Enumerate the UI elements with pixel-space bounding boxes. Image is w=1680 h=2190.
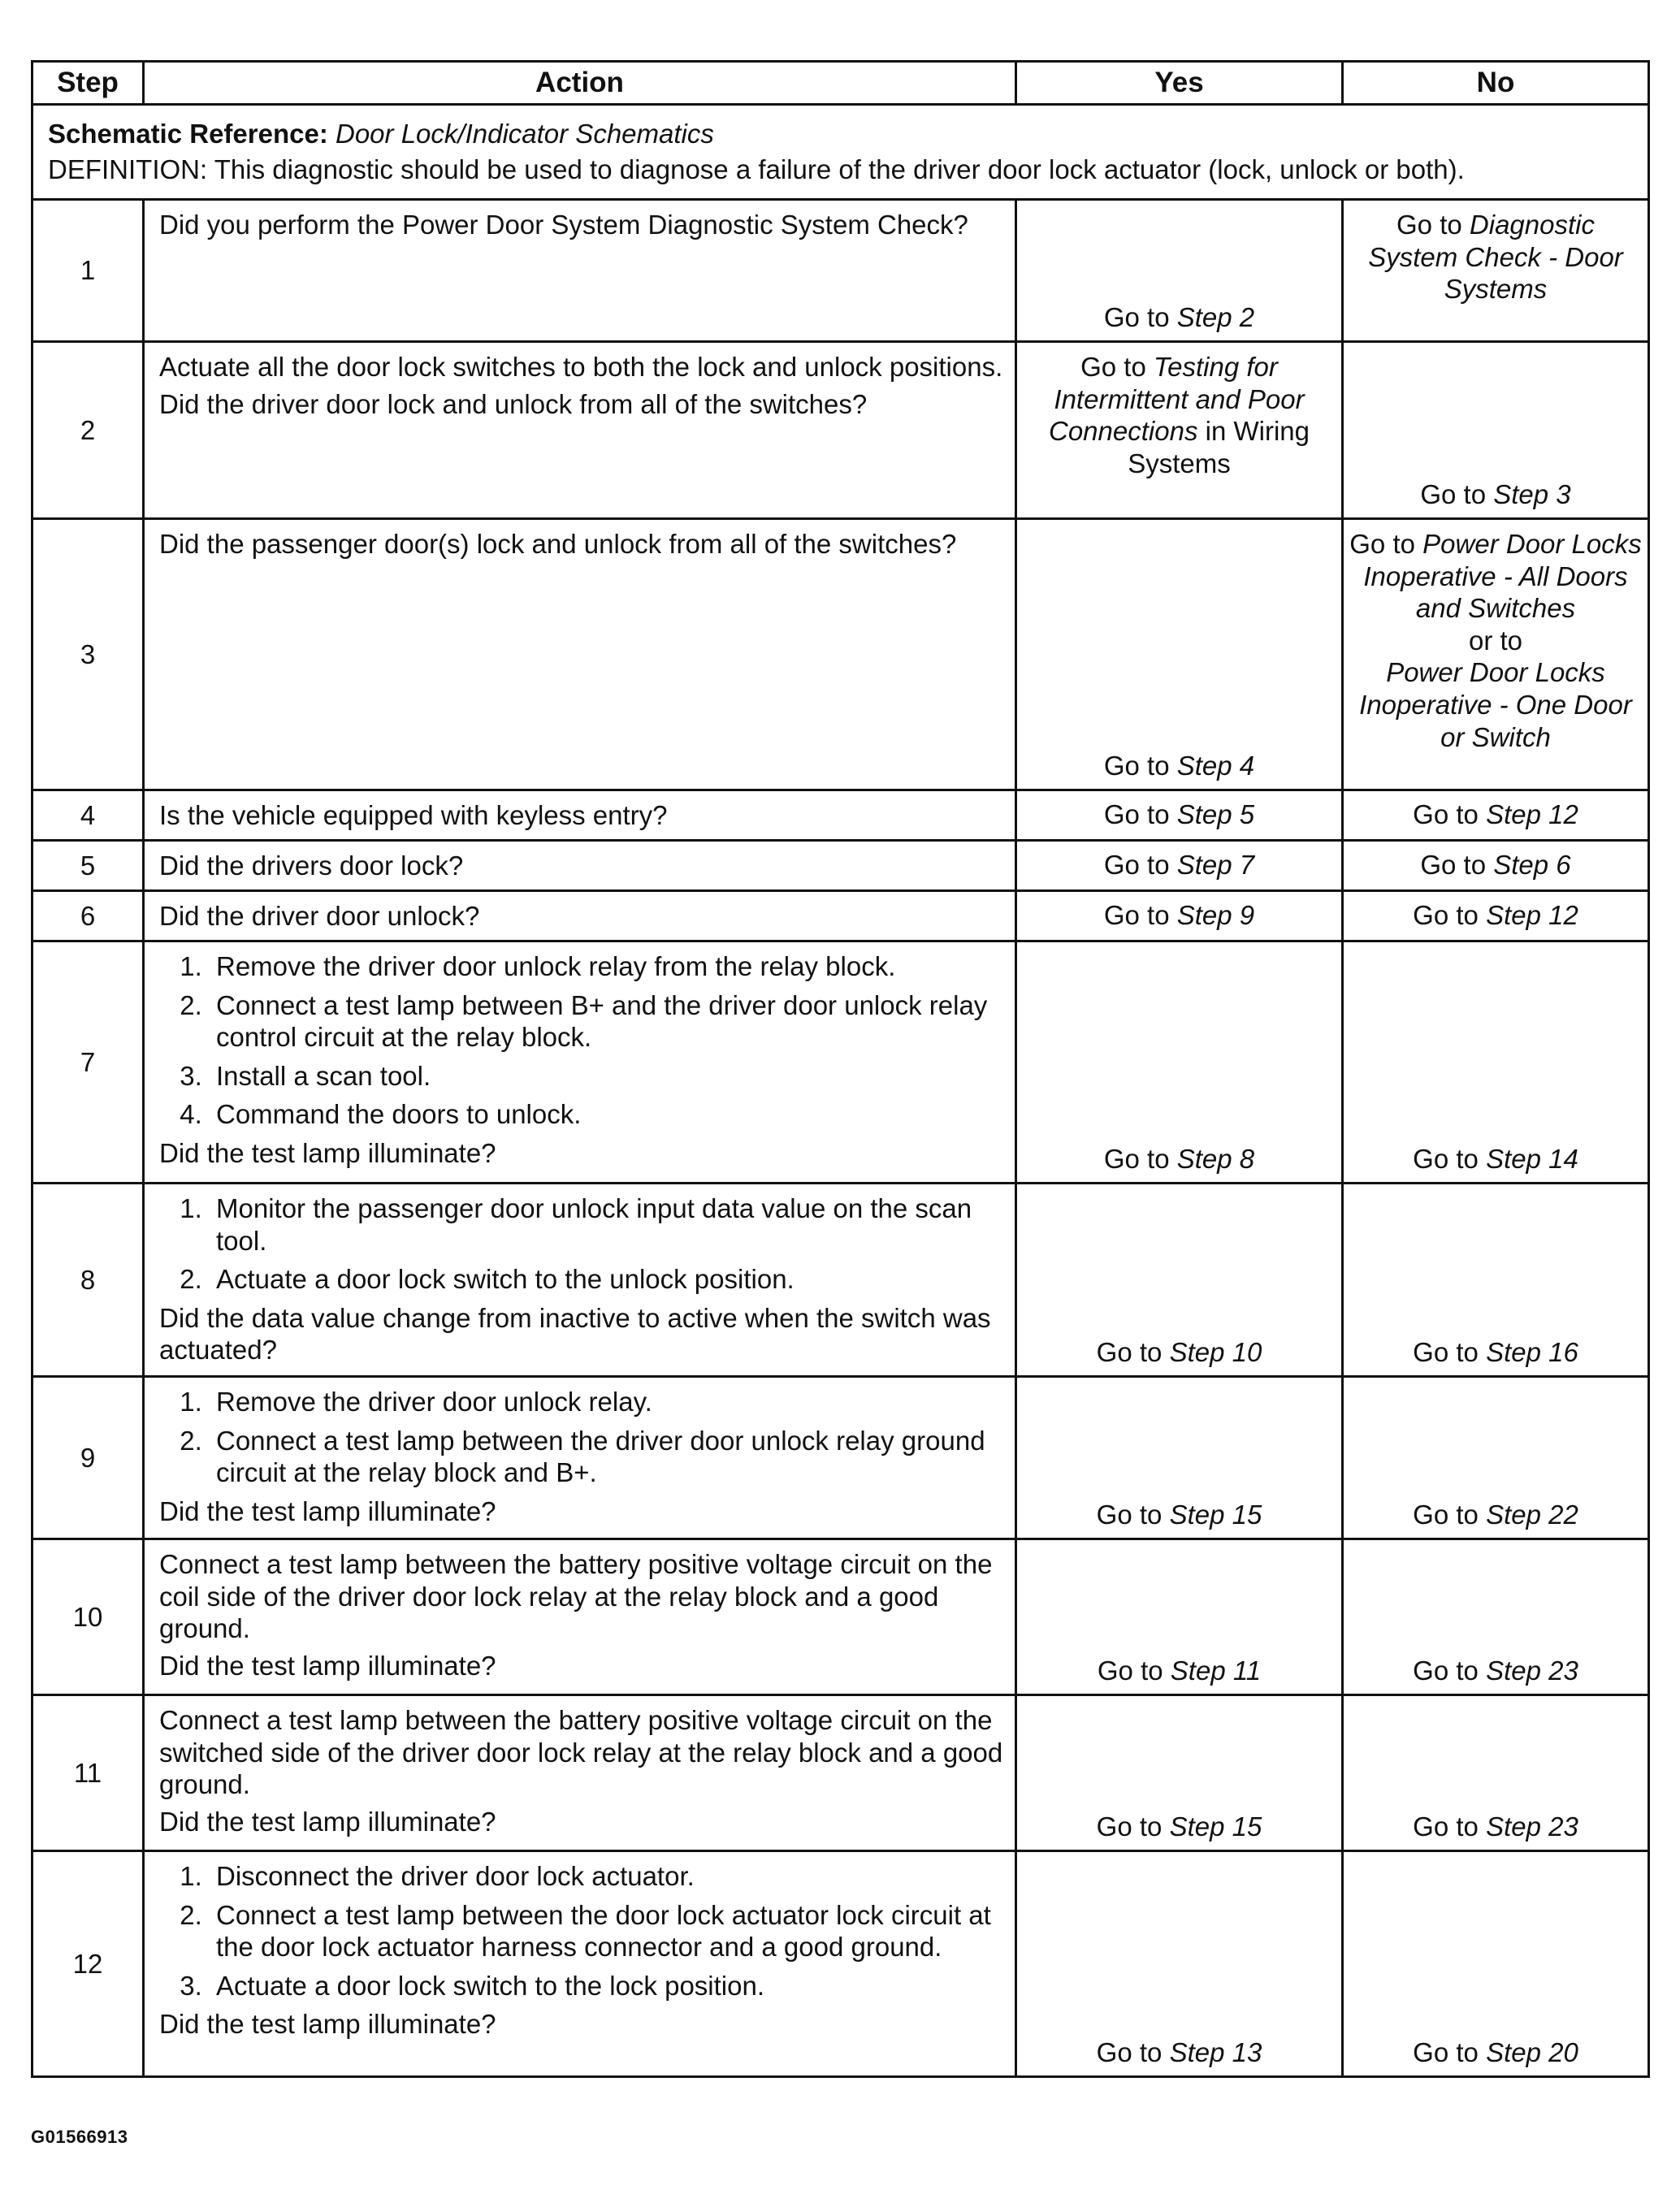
no-cell bbox=[1343, 342, 1649, 519]
action-step: 4. Command the doors to unlock. bbox=[210, 1098, 1003, 1131]
no-prefix: Go to bbox=[1413, 1500, 1487, 1530]
yes-link[interactable]: Step 4 bbox=[1176, 751, 1255, 781]
diagnostic-table bbox=[31, 60, 1650, 2078]
yes-link[interactable]: Step 7 bbox=[1176, 849, 1255, 880]
yes-link[interactable]: Step 2 bbox=[1176, 302, 1255, 333]
table-row bbox=[32, 1539, 1649, 1695]
action-cell bbox=[144, 342, 1016, 519]
schematic-reference-link[interactable]: Door Lock/Indicator Schematics bbox=[336, 119, 714, 149]
step-number: 2 bbox=[32, 342, 144, 519]
yes-prefix: Go to bbox=[1103, 799, 1177, 829]
header-yes: Yes bbox=[1016, 62, 1343, 105]
action-cell bbox=[144, 790, 1016, 841]
action-cell bbox=[144, 841, 1016, 891]
yes-cell bbox=[1016, 519, 1343, 790]
table-row bbox=[32, 790, 1649, 841]
no-cell bbox=[1343, 1851, 1649, 2077]
no-cell bbox=[1343, 841, 1649, 891]
no-prefix: Go to bbox=[1413, 1655, 1487, 1686]
no-prefix: Go to bbox=[1413, 1144, 1487, 1175]
action-step: 1. Monitor the passenger door unlock input data value on the scan tool. bbox=[210, 1192, 1003, 1257]
step-number: 5 bbox=[32, 841, 144, 891]
reference-row bbox=[32, 105, 1649, 200]
action-step: 1. Disconnect the driver door lock actuator. bbox=[210, 1860, 1003, 1893]
header-step: Step bbox=[32, 62, 144, 105]
action-steps-list bbox=[159, 950, 1003, 1131]
action-text: Is the vehicle equipped with keyless entry? bbox=[159, 799, 668, 830]
action-cell bbox=[144, 519, 1016, 790]
no-or-text: or to bbox=[1468, 625, 1523, 656]
header-action: Action bbox=[144, 62, 1016, 105]
step-number: 3 bbox=[32, 519, 144, 790]
yes-link[interactable]: Step 11 bbox=[1170, 1655, 1262, 1686]
action-step: 2. Actuate a door lock switch to the unlock position. bbox=[210, 1263, 1003, 1296]
step-number: 6 bbox=[32, 891, 144, 941]
table-row bbox=[32, 1184, 1649, 1377]
figure-id: G01566913 bbox=[31, 2127, 128, 2147]
yes-link[interactable]: Step 10 bbox=[1169, 1337, 1262, 1368]
step-number: 4 bbox=[32, 790, 144, 841]
action-cell bbox=[144, 1377, 1016, 1539]
yes-cell bbox=[1016, 1184, 1343, 1377]
action-steps-list bbox=[159, 1860, 1003, 2002]
yes-prefix: Go to bbox=[1103, 751, 1177, 781]
no-link-alt[interactable]: Power Door Locks Inoperative - One Door or Switch bbox=[1359, 657, 1632, 752]
table-row bbox=[32, 519, 1649, 790]
no-link[interactable]: Power Door Locks Inoperative - All Doors and Switches bbox=[1363, 529, 1642, 624]
action-step: 2. Connect a test lamp between the driver door unlock relay ground circuit at the relay block and B+. bbox=[210, 1425, 1003, 1489]
yes-suffix: in Wiring Systems bbox=[1128, 416, 1310, 478]
yes-prefix: Go to bbox=[1096, 1811, 1170, 1842]
no-cell bbox=[1343, 790, 1649, 841]
yes-cell bbox=[1016, 200, 1343, 342]
action-cell bbox=[144, 941, 1016, 1184]
yes-link[interactable]: Step 15 bbox=[1169, 1500, 1262, 1530]
step-number: 7 bbox=[32, 941, 144, 1184]
yes-cell bbox=[1016, 941, 1343, 1184]
step-number: 1 bbox=[32, 200, 144, 342]
no-cell bbox=[1343, 1695, 1649, 1851]
yes-cell bbox=[1016, 1377, 1343, 1539]
no-link[interactable]: Diagnostic System Check - Door Systems bbox=[1368, 210, 1623, 305]
yes-link[interactable]: Step 15 bbox=[1169, 1811, 1262, 1842]
table-row bbox=[32, 891, 1649, 941]
step-number: 8 bbox=[32, 1184, 144, 1377]
yes-prefix: Go to bbox=[1096, 1500, 1170, 1530]
no-cell bbox=[1343, 1377, 1649, 1539]
yes-link[interactable]: Step 8 bbox=[1176, 1144, 1255, 1175]
no-prefix: Go to bbox=[1413, 899, 1487, 930]
yes-prefix: Go to bbox=[1080, 352, 1154, 382]
action-cell bbox=[144, 1851, 1016, 2077]
no-link[interactable]: Step 3 bbox=[1493, 479, 1571, 510]
action-text: Did the passenger door(s) lock and unlock from all of the switches? bbox=[159, 529, 957, 559]
action-steps-list bbox=[159, 1386, 1003, 1489]
action-text: Connect a test lamp between the battery positive voltage circuit on the switched side of the driver door lock relay at the relay block and a good ground. bbox=[159, 1705, 1003, 1800]
no-prefix: Go to bbox=[1420, 849, 1494, 880]
schematic-reference-label: Schematic Reference: bbox=[48, 119, 328, 149]
table-row bbox=[32, 1695, 1649, 1851]
action-question: Did the test lamp illuminate? bbox=[159, 1495, 496, 1526]
no-cell bbox=[1343, 1184, 1649, 1377]
action-text: Actuate all the door lock switches to both the lock and unlock positions. bbox=[159, 352, 1003, 382]
no-cell bbox=[1343, 891, 1649, 941]
action-step: 2. Connect a test lamp between the door lock actuator lock circuit at the door lock actuator harness connector and a good ground. bbox=[210, 1899, 1003, 1963]
yes-cell bbox=[1016, 1851, 1343, 2077]
yes-link[interactable]: Step 9 bbox=[1176, 899, 1255, 930]
definition-text: DEFINITION: This diagnostic should be used to diagnose a failure of the driver door lock actuator (lock, unlock or both). bbox=[48, 154, 1465, 184]
no-prefix: Go to bbox=[1396, 210, 1470, 240]
no-prefix: Go to bbox=[1413, 2037, 1487, 2068]
no-cell bbox=[1343, 941, 1649, 1184]
yes-link[interactable]: Step 5 bbox=[1176, 799, 1255, 829]
action-question: Did the test lamp illuminate? bbox=[159, 1806, 496, 1837]
table-row bbox=[32, 941, 1649, 1184]
action-cell bbox=[144, 891, 1016, 941]
no-prefix: Go to bbox=[1413, 799, 1487, 829]
action-step: 2. Connect a test lamp between B+ and the driver door unlock relay control circuit at the relay block. bbox=[210, 989, 1003, 1054]
table-row bbox=[32, 841, 1649, 891]
action-cell bbox=[144, 1539, 1016, 1695]
table-row bbox=[32, 1851, 1649, 2077]
action-question: Did the driver door lock and unlock from all of the switches? bbox=[159, 388, 868, 419]
yes-cell bbox=[1016, 891, 1343, 941]
step-number: 12 bbox=[32, 1851, 144, 2077]
yes-prefix: Go to bbox=[1097, 1655, 1171, 1686]
no-link[interactable]: Step 23 bbox=[1486, 1655, 1578, 1686]
no-link[interactable]: Step 14 bbox=[1486, 1144, 1578, 1175]
step-number: 9 bbox=[32, 1377, 144, 1539]
yes-cell bbox=[1016, 1539, 1343, 1695]
yes-cell bbox=[1016, 1695, 1343, 1851]
no-link[interactable]: Step 23 bbox=[1486, 1811, 1578, 1842]
yes-prefix: Go to bbox=[1103, 1144, 1177, 1175]
table-row bbox=[32, 200, 1649, 342]
no-link[interactable]: Step 16 bbox=[1486, 1337, 1578, 1368]
table-header-row bbox=[32, 62, 1649, 105]
header-no: No bbox=[1343, 62, 1649, 105]
no-prefix: Go to bbox=[1349, 529, 1423, 559]
no-cell bbox=[1343, 1539, 1649, 1695]
yes-link[interactable]: Testing for Intermittent and Poor Connections bbox=[1049, 352, 1305, 447]
action-cell bbox=[144, 1184, 1016, 1377]
action-question: Did the data value change from inactive to active when the switch was actuated? bbox=[159, 1302, 991, 1366]
no-link[interactable]: Step 20 bbox=[1486, 2037, 1578, 2068]
no-cell bbox=[1343, 200, 1649, 342]
no-link[interactable]: Step 6 bbox=[1493, 849, 1571, 880]
action-step: 1. Remove the driver door unlock relay from the relay block. bbox=[210, 950, 1003, 983]
no-link[interactable]: Step 22 bbox=[1486, 1500, 1578, 1530]
no-cell bbox=[1343, 519, 1649, 790]
yes-prefix: Go to bbox=[1096, 1337, 1170, 1368]
no-link[interactable]: Step 12 bbox=[1486, 899, 1578, 930]
table-row bbox=[32, 342, 1649, 519]
action-step: 3. Actuate a door lock switch to the lock position. bbox=[210, 1970, 1003, 2002]
yes-cell bbox=[1016, 841, 1343, 891]
yes-cell bbox=[1016, 342, 1343, 519]
action-cell bbox=[144, 200, 1016, 342]
no-prefix: Go to bbox=[1413, 1811, 1487, 1842]
yes-prefix: Go to bbox=[1103, 849, 1177, 880]
yes-prefix: Go to bbox=[1103, 302, 1177, 333]
yes-link[interactable]: Step 13 bbox=[1169, 2037, 1262, 2068]
action-cell bbox=[144, 1695, 1016, 1851]
action-question: Did the test lamp illuminate? bbox=[159, 1137, 496, 1168]
step-number: 11 bbox=[32, 1695, 144, 1851]
action-question: Did the test lamp illuminate? bbox=[159, 2009, 496, 2040]
schematic-reference bbox=[48, 118, 1633, 150]
yes-prefix: Go to bbox=[1103, 899, 1177, 930]
no-prefix: Go to bbox=[1413, 1337, 1487, 1368]
action-text: Did the driver door unlock? bbox=[159, 900, 480, 931]
step-number: 10 bbox=[32, 1539, 144, 1695]
no-link[interactable]: Step 12 bbox=[1486, 799, 1578, 829]
action-text: Did you perform the Power Door System Diagnostic System Check? bbox=[159, 210, 968, 240]
table-row bbox=[32, 1377, 1649, 1539]
action-question: Did the test lamp illuminate? bbox=[159, 1650, 496, 1681]
yes-cell bbox=[1016, 790, 1343, 841]
action-text: Connect a test lamp between the battery positive voltage circuit on the coil side of the driver door lock relay at the relay block and a good ground. bbox=[159, 1549, 993, 1644]
action-steps-list bbox=[159, 1192, 1003, 1296]
action-text: Did the drivers door lock? bbox=[159, 850, 464, 881]
yes-prefix: Go to bbox=[1096, 2037, 1170, 2068]
action-step: 3. Install a scan tool. bbox=[210, 1060, 1003, 1093]
no-prefix: Go to bbox=[1420, 479, 1494, 510]
action-step: 1. Remove the driver door unlock relay. bbox=[210, 1386, 1003, 1418]
reference-cell bbox=[32, 105, 1649, 200]
